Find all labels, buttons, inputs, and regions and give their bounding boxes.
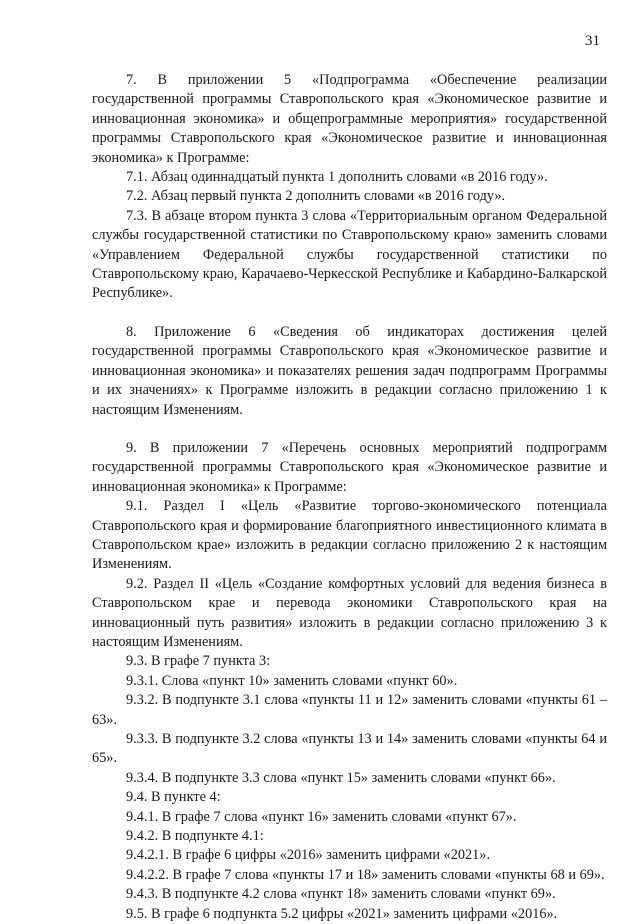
paragraph-9-3-4: 9.3.4. В подпункте 3.3 слова «пункт 15» заменить словами «пункт 66». [126,769,556,786]
paragraph-9-2: 9.2. Раздел II «Цель «Создание комфортных условий для ведения бизнеса в Ставропольском крае и перевода экономики Ставропольского края на инновационный путь развития» изложить в редакции согласно приложению 3 к настоящим Изменениям. [92,575,607,650]
paragraph-7: 7. В приложении 5 «Подпрограмма «Обеспечение реализации государственной программы Ставропольского края «Экономическое развитие и инновационная экономика» и общепрограммные мероприятия» государственной программы Ставропольского края «Экономическое развитие и инновационная экономика» к Программе: [92,72,607,166]
paragraph-8: 8. Приложение 6 «Сведения об индикаторах достижения целей государственной программы Ставропольского края «Экономическое развитие и инновационная экономика» и показателях решения задач подпрограмм Программы и их значениях» к Программе изложить в редакции согласно приложению 1 к настоящим Изменениям. [92,323,607,418]
paragraph-spacer [92,420,607,439]
paragraph-7-2: 7.2. Абзац первый пункта 2 дополнить словами «в 2016 году». [126,188,506,205]
page-number: 31 [585,33,600,49]
paragraph-9-3-2: 9.3.2. В подпункте 3.1 слова «пункты 11 и 12» заменить словами «пункты 61 – 63». [92,692,607,728]
document-body [92,71,607,924]
paragraph-9-4-2-1: 9.4.2.1. В графе 6 цифры «2016» заменить цифрами «2021». [126,847,491,864]
paragraph-9-3-3: 9.3.3. В подпункте 3.2 слова «пункты 13 и 14» заменить словами «пункты 64 и 65». [92,731,607,767]
paragraph-9: 9. В приложении 7 «Перечень основных мероприятий подпрограмм государственной программы Ставропольского края «Экономическое развитие и инновационная экономика» к Программе: [92,439,607,495]
paragraph-9-4: 9.4. В пункте 4: [126,789,221,806]
paragraph-9-4-2: 9.4.2. В подпункте 4.1: [126,828,264,845]
paragraph-9-4-3: 9.4.3. В подпункте 4.2 слова «пункт 18» заменить словами «пункт 69». [126,886,556,903]
paragraph-7-3: 7.3. В абзаце втором пункта 3 слова «Территориальным органом Федеральной службы государственной статистики по Ставропольскому краю» заменить словами «Управлением Федеральной службы государственной статистики по Ставропольскому краю, Карачаево-Черкесской Республике и Кабардино-Балкарской Республике». [92,207,607,302]
paragraph-9-3-1: 9.3.1. Слова «пункт 10» заменить словами «пункт 60». [126,672,458,689]
paragraph-9-1: 9.1. Раздел I «Цель «Развитие торгово-экономического потенциала Ставропольского края и формирование благоприятного инвестиционного климата в Ставропольском крае» изложить в редакции согласно приложению 2 к настоящим Изменениям. [92,498,607,573]
paragraph-spacer [92,304,607,323]
paragraph-9-4-1: 9.4.1. В графе 7 слова «пункт 16» заменить словами «пункт 67». [126,808,517,825]
paragraph-9-3: 9.3. В графе 7 пункта 3: [126,653,271,670]
paragraph-7-1: 7.1. Абзац одиннадцатый пункта 1 дополнить словами «в 2016 году». [126,169,548,186]
paragraph-9-4-2-2: 9.4.2.2. В графе 7 слова «пункты 17 и 18» заменить словами «пункты 68 и 69». [126,866,605,883]
paragraph-9-5: 9.5. В графе 6 подпункта 5.2 цифры «2021» заменить цифрами «2016». [126,905,558,922]
